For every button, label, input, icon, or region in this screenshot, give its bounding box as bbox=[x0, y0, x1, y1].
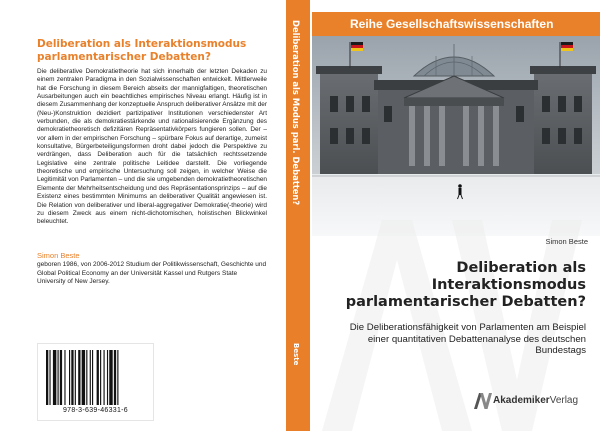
back-cover bbox=[24, 13, 277, 418]
publisher-name-bold: Akademiker bbox=[493, 395, 550, 406]
front-cover-author: Simon Beste bbox=[545, 237, 588, 246]
back-cover-blurb: Die deliberative Demokratietheorie hat sich innerhalb der letzten Dekaden zu einem zentralen Paradigma in den Sozialwissenschaften entwickelt. Mittlerweile hat die Forschung in diesem Bereich abseits der mannigfaltigen, theoretischen Ausarbeitungen auch ein beachtliches empirisches Niveau erlangt. Häufig ist in diesem Zusammenhang der konzeptuelle Anspruch deliberativer Ansätze mit der (Neu-)Konstruktion dezidiert partizipativer Institutionen verschiedenster Art verbunden, die als demokratiestärkende und rationalisierende Ergänzung des demokratietheoretisch defizitären Repräsentativkörpers fungieren sollen. Der – vor allem in der empirischen Forschung – spürbare Fokus auf derartige, zumeist konsultative, Bürgerbeteiligungsformen droht dabei jedoch die Perspektive zu verdrängen, dass Deliberation auch für die tatsächlich rechtssetzende Legislative eine zentrale politische Leitidee darstellt. Die vorliegende theoretische und empirische Untersuchung soll zeigen, in welcher Weise die Legitimität von Parlamenten – und die sie umgebenden demokratietheoretischen Elemente der Mehrheitsentscheidung und des Repräsentationsprinzips – auf die Existenz eines bestimmten Minimums an deliberativer Qualität angewiesen ist. Die Relation von deliberativer und liberal-aggregativer Demokratie(-theorie) wird zu diesem Zweck aus einem nicht-dichotomischen, holistischen Blickwinkel beleuchtet. bbox=[37, 68, 267, 226]
front-cover bbox=[312, 0, 600, 431]
spine-author: Beste bbox=[292, 343, 300, 366]
isbn-number: 978-3-639-46331-6 bbox=[62, 407, 129, 414]
back-cover-author: Simon Beste bbox=[37, 251, 80, 260]
av-logo-icon bbox=[474, 393, 492, 409]
series-banner bbox=[312, 12, 600, 36]
series-label: Reihe Gesellschaftswissenschaften bbox=[350, 17, 554, 31]
spine-title: Deliberation als Modus parl. Debatten? bbox=[291, 20, 301, 206]
back-cover-title: Deliberation als Interaktionsmodus parlamentarischer Debatten? bbox=[37, 38, 247, 63]
author-bio: geboren 1986, von 2006-2012 Studium der Politikwissenschaft, Geschichte und Global Political Economy an der Universität Kassel und Rutgers State University of New Jersey. bbox=[37, 261, 267, 286]
barcode bbox=[37, 343, 154, 421]
publisher-name-rest: Verlag bbox=[549, 395, 579, 406]
barcode-icon bbox=[44, 350, 147, 405]
publisher-name bbox=[493, 395, 578, 406]
publisher-logo bbox=[474, 392, 592, 412]
front-cover-subtitle: Die Deliberationsfähigkeit von Parlamenten am Beispiel einer quantitativen Debattenanalyse des deutschen Bundestags bbox=[349, 322, 586, 356]
book-spine bbox=[286, 0, 310, 431]
front-cover-title: Deliberation als Interaktionsmodus parlamentarischer Debatten? bbox=[345, 260, 586, 310]
